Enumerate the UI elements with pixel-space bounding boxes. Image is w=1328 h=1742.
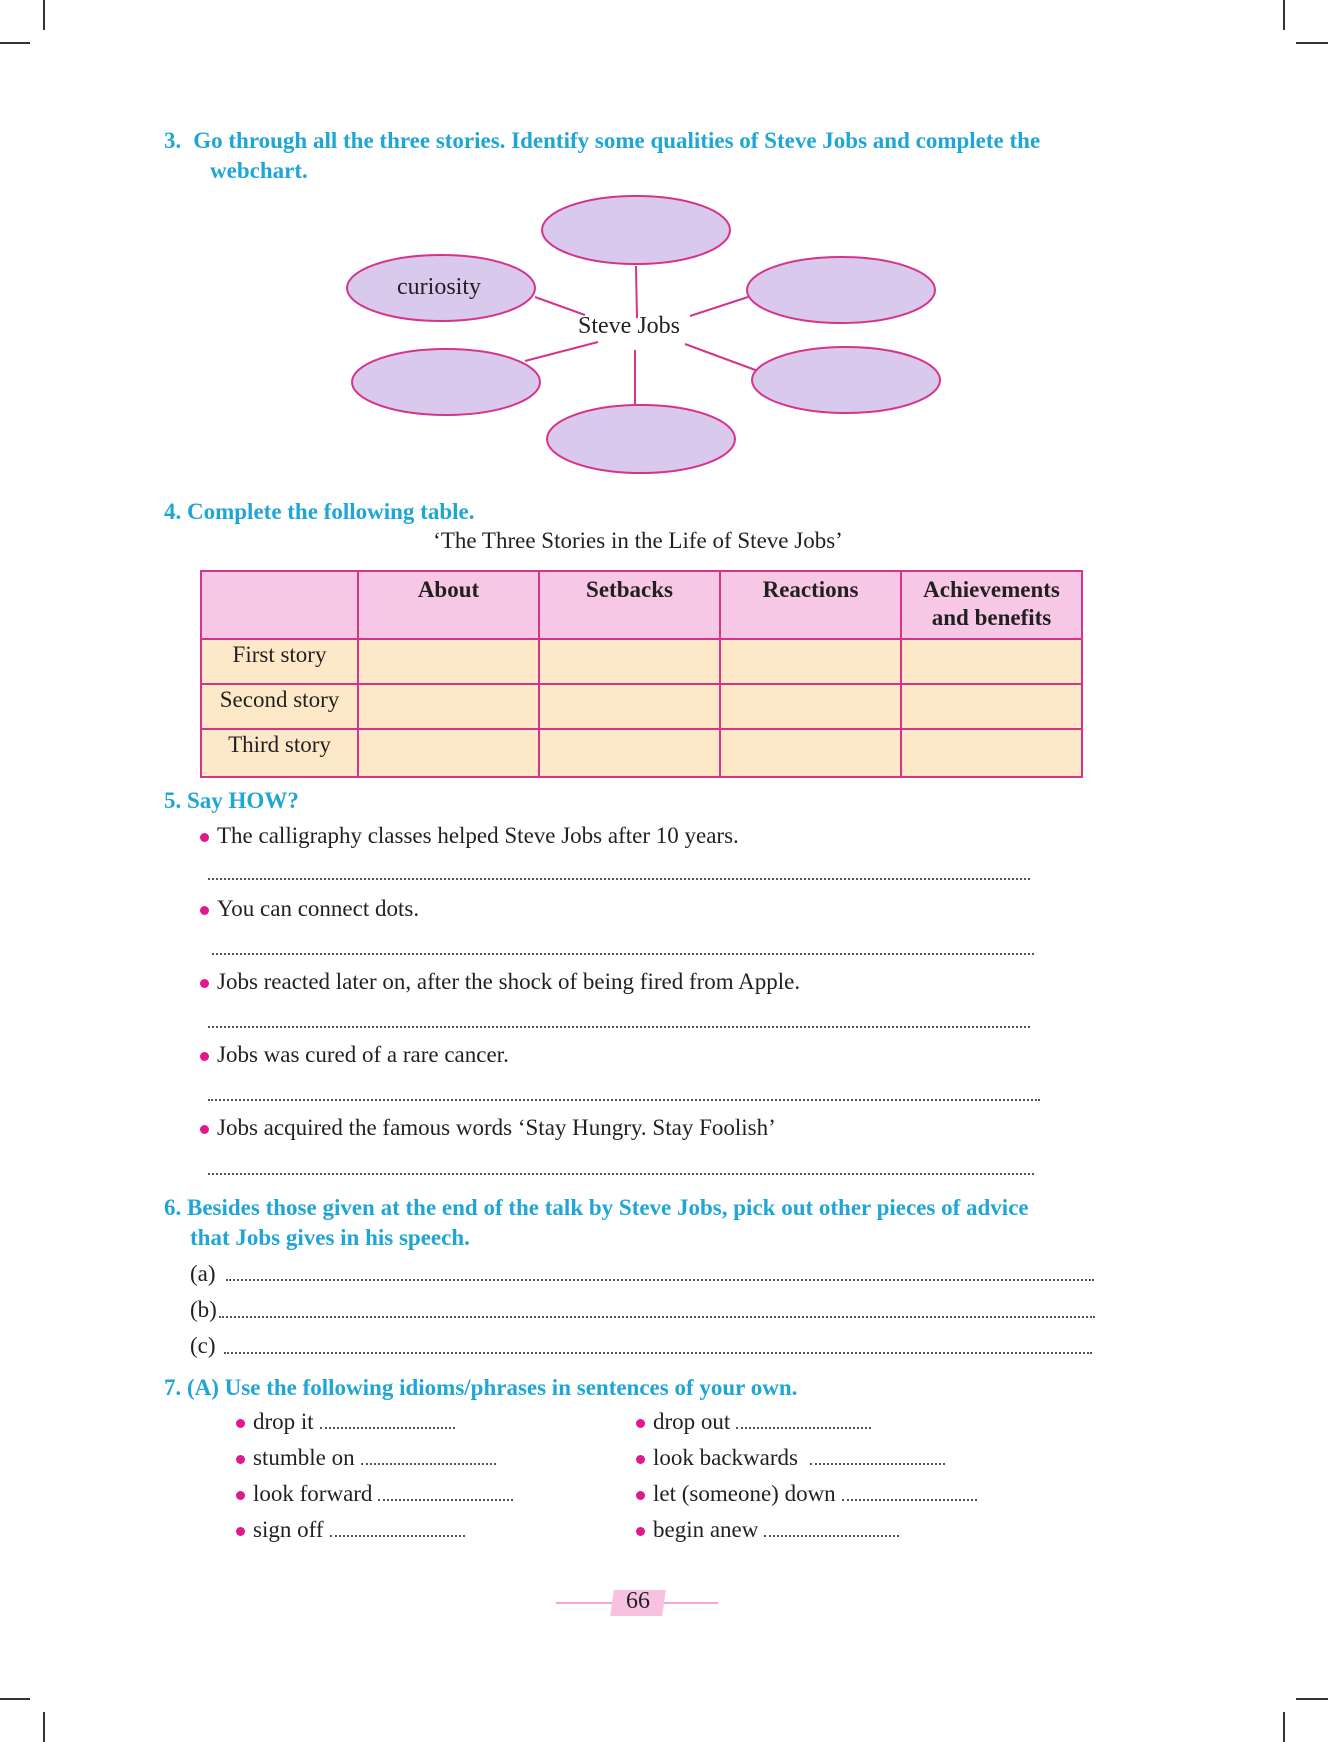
table-header-line: and benefits [931,605,1052,630]
table-header-cell [901,571,1082,639]
bullet-icon [200,833,209,842]
idiom-text: sign off [253,1517,324,1542]
table-cell[interactable] [358,639,539,684]
table-row-label: Third story [201,729,358,777]
q5-item-text: Jobs was cured of a rare cancer. [217,1042,509,1067]
question-6-line2: that Jobs gives in his speech. [190,1225,470,1250]
idiom-item [636,1517,899,1543]
table-cell[interactable] [539,684,720,729]
table-row [201,729,1082,777]
web-ellipse-top [542,196,730,264]
idiom-answer-line[interactable] [330,1535,465,1537]
bullet-icon [236,1455,245,1464]
table-row-label: First story [201,639,358,684]
table-header-line: Achievements [923,577,1060,602]
idiom-text: look forward [253,1481,373,1506]
q5-item [200,823,739,849]
bullet-icon [236,1491,245,1500]
table-cell[interactable] [358,684,539,729]
table-row [201,639,1082,684]
table-cell[interactable] [720,729,901,777]
web-ellipse-lower-right [752,347,940,413]
table-header-cell: Setbacks [539,571,720,639]
web-link [636,266,637,318]
web-link [685,344,758,371]
table-cell[interactable] [901,684,1082,729]
bullet-icon [200,1052,209,1061]
crop-mark [1296,1698,1328,1700]
idiom-answer-line[interactable] [736,1427,871,1429]
q5-item [200,969,800,995]
q6-option-label: (c) [190,1333,216,1358]
web-link [525,342,598,361]
bullet-icon [636,1491,645,1500]
q5-item-text: Jobs acquired the famous words ‘Stay Hungry. Stay Foolish’ [217,1115,776,1140]
idiom-text: drop it [253,1409,314,1434]
page-number: 66 [626,1588,650,1614]
question-5-heading: 5. Say HOW? [164,788,299,813]
idiom-item [236,1481,513,1507]
table-cell[interactable] [901,639,1082,684]
stories-table [200,570,1083,778]
idiom-item [236,1409,455,1435]
table-row [201,684,1082,729]
web-center-label: Steve Jobs [578,313,680,339]
table-header-cell: Reactions [720,571,901,639]
answer-line[interactable] [226,1279,1094,1281]
bullet-icon [636,1419,645,1428]
idiom-item [636,1481,977,1507]
question-6-line1: 6. Besides those given at the end of the talk by Steve Jobs, pick out other pieces of advice [164,1195,1029,1220]
q5-item [200,1115,776,1141]
table-cell[interactable] [539,639,720,684]
bullet-icon [200,979,209,988]
answer-line[interactable] [208,1173,1034,1175]
table-title: ‘The Three Stories in the Life of Steve Jobs’ [433,528,843,553]
bullet-icon [200,906,209,915]
idiom-text: drop out [653,1409,731,1434]
idiom-text: begin anew [653,1517,759,1542]
answer-line[interactable] [212,953,1034,955]
crop-mark [43,1712,45,1742]
table-header-row [201,571,1082,639]
table-header-blank [201,571,358,639]
web-link [690,297,748,316]
question-3-line2: webchart. [210,158,308,183]
bullet-icon [236,1527,245,1536]
idiom-text: look backwards [653,1445,798,1470]
idiom-text: stumble on [253,1445,355,1470]
idiom-text: let (someone) down [653,1481,836,1506]
q6-option-label: (a) [190,1261,216,1286]
idiom-answer-line[interactable] [361,1463,496,1465]
crop-mark [0,1698,30,1700]
idiom-item [236,1445,496,1471]
bullet-icon [236,1419,245,1428]
question-7-heading: 7. (A) Use the following idioms/phrases in sentences of your own. [164,1375,798,1400]
q5-item [200,896,419,922]
idiom-answer-line[interactable] [378,1499,513,1501]
question-3-line1: Go through all the three stories. Identify some qualities of Steve Jobs and complete the [193,128,1041,153]
question-3-number: 3. [164,128,182,153]
q5-item-text: Jobs reacted later on, after the shock of being fired from Apple. [217,969,801,994]
q6-option-label: (b) [190,1297,217,1322]
web-ellipse-label: curiosity [397,274,481,300]
idiom-answer-line[interactable] [842,1499,977,1501]
table-cell[interactable] [901,729,1082,777]
answer-line[interactable] [208,1026,1030,1028]
bullet-icon [200,1125,209,1134]
bullet-icon [636,1527,645,1536]
answer-line[interactable] [208,878,1030,880]
q5-item-text: You can connect dots. [217,896,420,921]
table-row-label: Second story [201,684,358,729]
web-ellipse-lower-left [352,349,540,415]
answer-line[interactable] [219,1316,1095,1318]
answer-line[interactable] [224,1352,1092,1354]
idiom-item [236,1517,465,1543]
question-4-heading: 4. Complete the following table. [164,499,475,524]
web-ellipse-upper-right [747,257,935,323]
web-ellipse-bottom [547,405,735,473]
table-cell[interactable] [358,729,539,777]
q5-item-text: The calligraphy classes helped Steve Jobs after 10 years. [217,823,739,848]
idiom-answer-line[interactable] [810,1463,945,1465]
table-cell[interactable] [720,684,901,729]
idiom-item [636,1445,945,1471]
web-chart [0,0,1328,480]
q5-item [200,1042,509,1068]
bullet-icon [636,1455,645,1464]
idiom-answer-line[interactable] [320,1427,455,1429]
idiom-item [636,1409,871,1435]
table-cell[interactable] [539,729,720,777]
answer-line[interactable] [208,1099,1040,1101]
idiom-answer-line[interactable] [764,1535,899,1537]
crop-mark [1283,1712,1285,1742]
table-cell[interactable] [720,639,901,684]
table-header-cell: About [358,571,539,639]
